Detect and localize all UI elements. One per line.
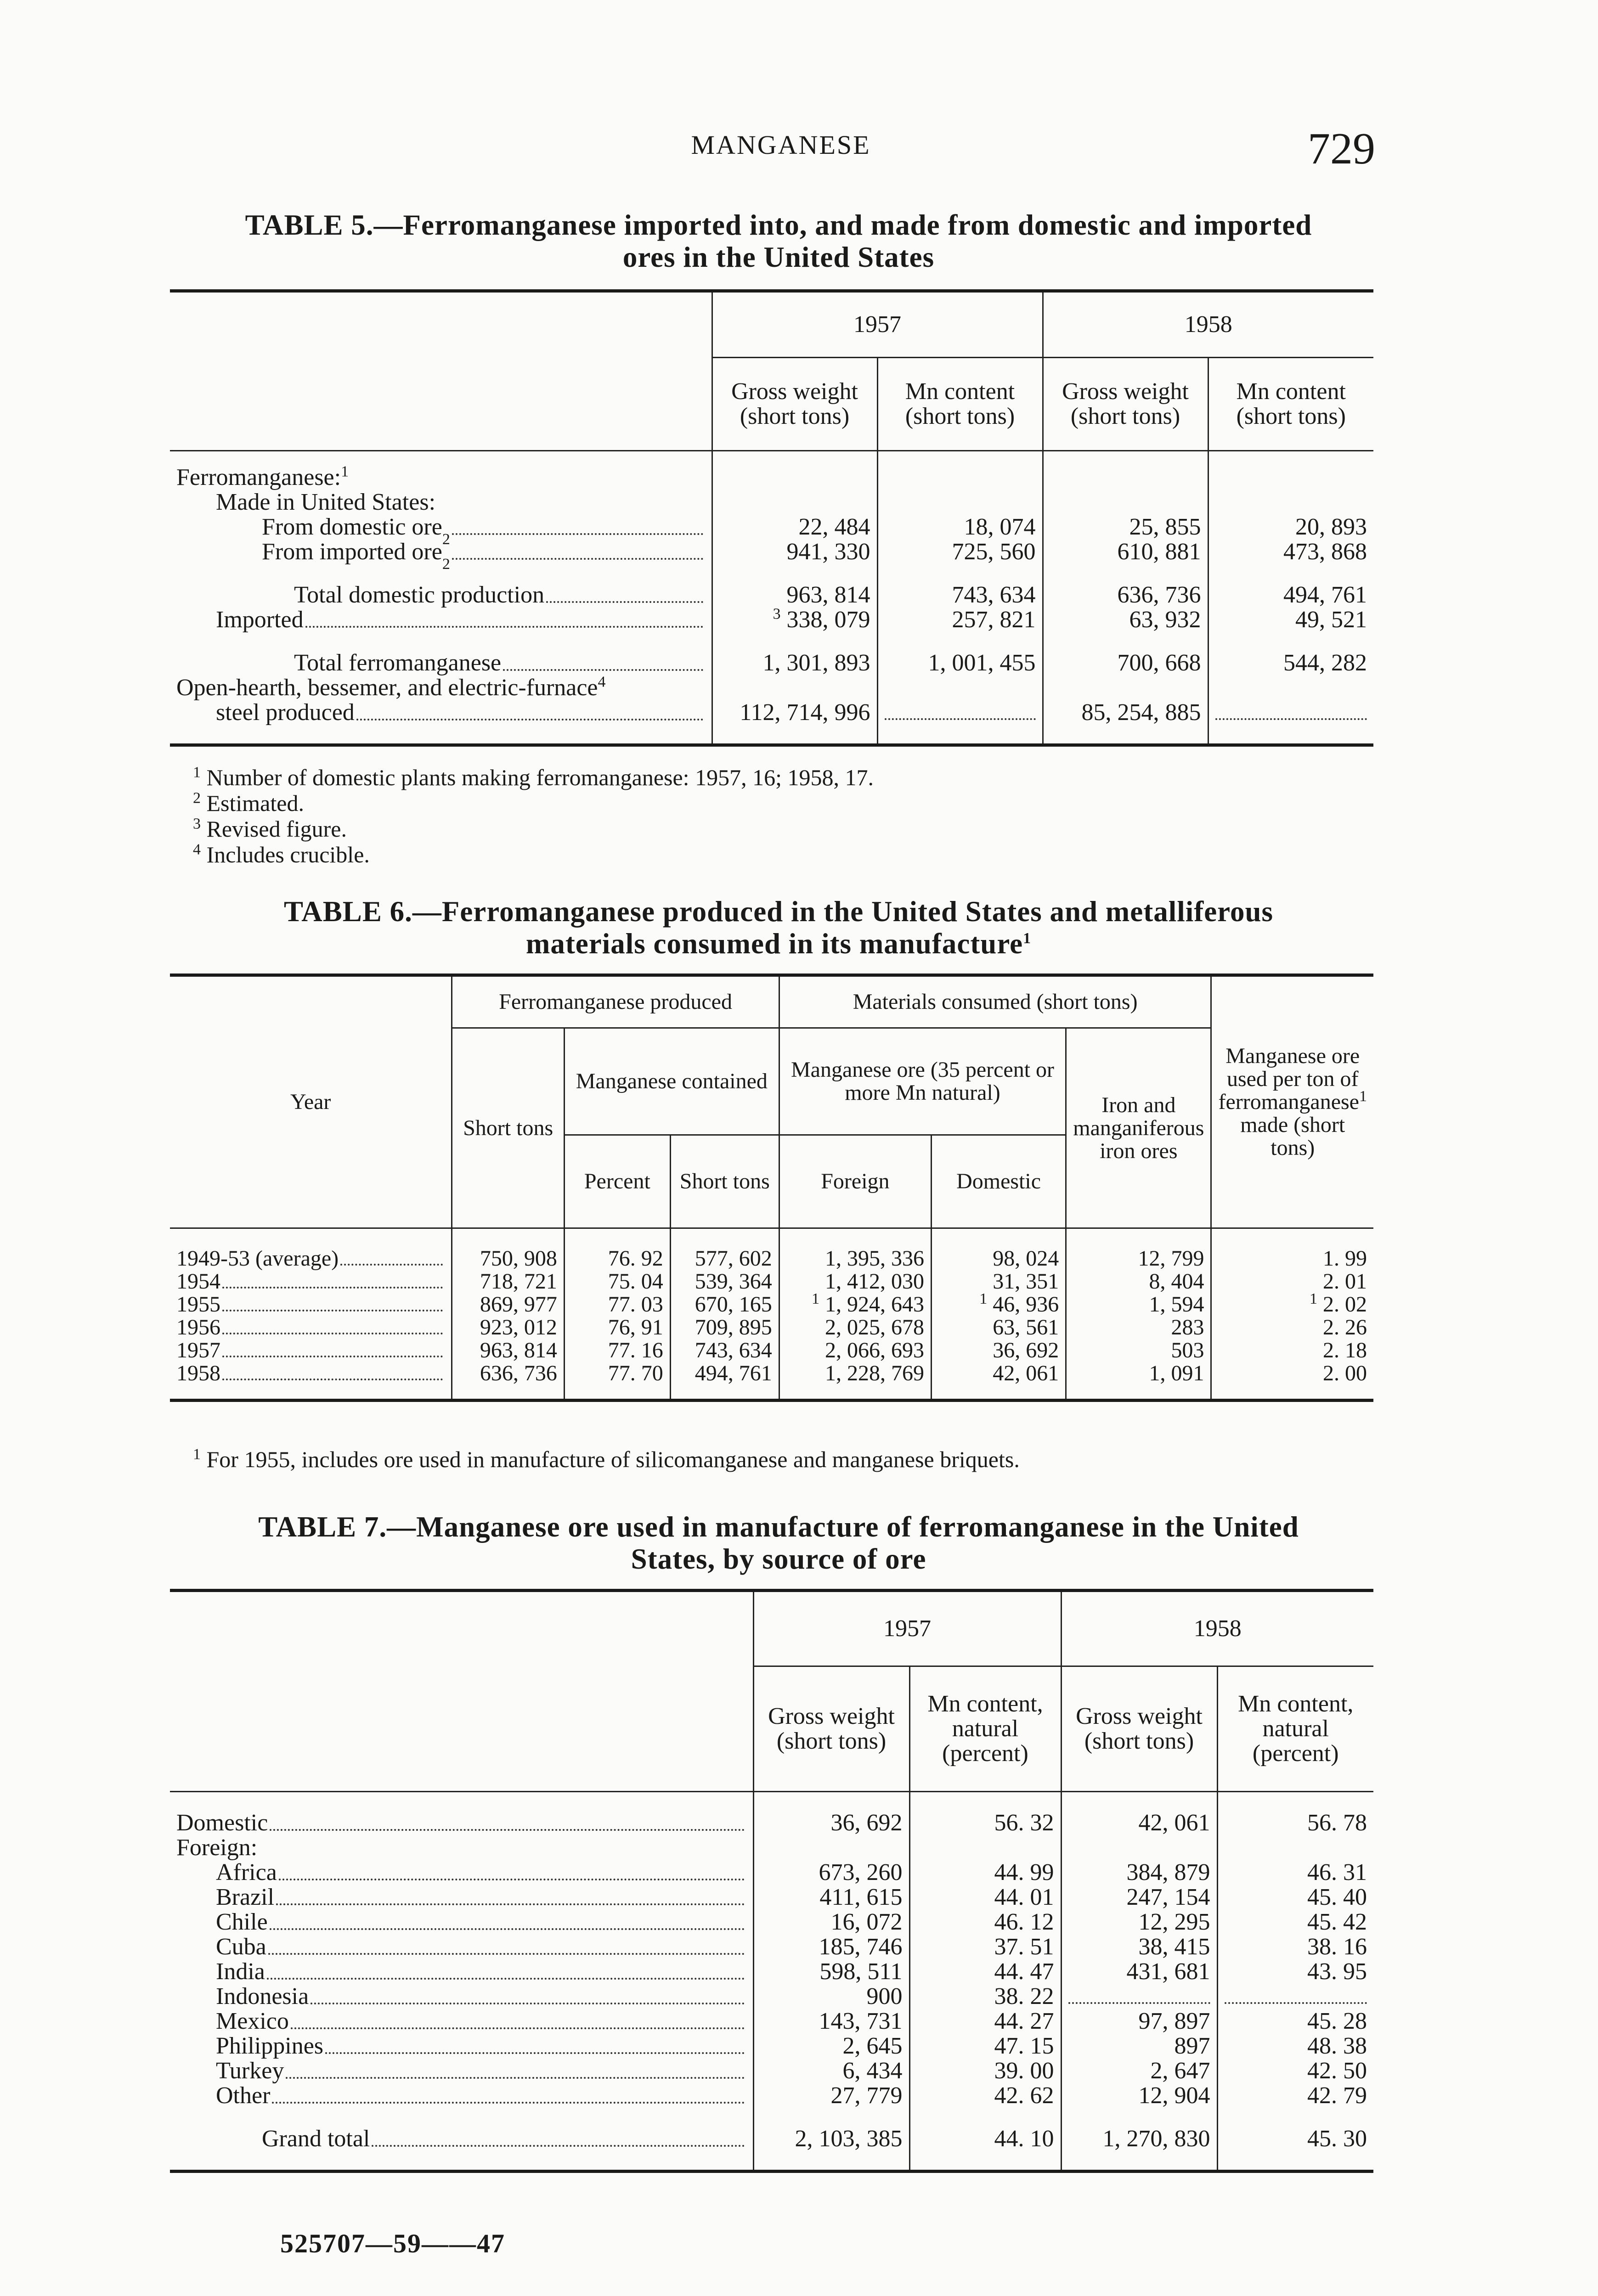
cell: 42. 62 <box>909 2083 1061 2108</box>
table6-col-short-tons-2: Short tons <box>670 1135 779 1228</box>
cell: 97, 897 <box>1061 2009 1217 2034</box>
table6-title-line2: materials consumed in its manufacture <box>525 928 1023 960</box>
cell: 20, 893 <box>1208 515 1373 540</box>
cell: 185, 746 <box>753 1935 909 1959</box>
cell: 44. 27 <box>909 2009 1061 2034</box>
table5-row: Open-hearth, bessemer, and electric-furnace$^4$ <box>170 675 1373 700</box>
cell: 6, 434 <box>753 2059 909 2083</box>
cell: 503 <box>1066 1339 1211 1362</box>
cell: 636, 736 <box>1043 564 1208 608</box>
cell: 143, 731 <box>753 2009 909 2034</box>
cell: 8, 404 <box>1066 1270 1211 1293</box>
cell: 598, 511 <box>753 1959 909 1984</box>
printer-code: 525707—59——47 <box>280 2228 505 2258</box>
table6 <box>170 974 1373 1402</box>
row-year: 1955 <box>176 1292 220 1317</box>
cell: 39. 00 <box>909 2059 1061 2083</box>
cell: 1, 001, 455 <box>877 632 1043 675</box>
cell: 636, 736 <box>452 1362 564 1401</box>
table6-col-materials: Materials consumed (short tons) <box>779 975 1211 1028</box>
row-label: Cuba <box>216 1934 266 1960</box>
row-label: Other <box>216 2082 271 2109</box>
table5-row <box>170 490 1373 515</box>
cell: 743, 634 <box>877 564 1043 608</box>
table7-row-grand-total <box>170 2108 1373 2172</box>
footnote: $^4$ Includes crucible. <box>193 841 370 867</box>
table6-col-ferro-produced: Ferromanganese produced <box>452 975 779 1028</box>
table7-row <box>170 2059 1373 2083</box>
table5-title-line1: TABLE 5.—Ferromanganese imported into, and made from domestic and imported <box>245 209 1312 241</box>
row-label: Philippines <box>216 2033 324 2059</box>
row-label: From domestic ore <box>262 514 442 540</box>
table5-col-gross-1957: Gross weight (short tons) <box>712 358 877 451</box>
cell: 577, 602 <box>670 1228 779 1271</box>
table5-year-1957: 1957 <box>712 291 1043 358</box>
table6-title: TABLE 6.—Ferromanganese produced in the United States and metalliferous materials consumed in its manufacture$^1$ <box>283 895 1274 960</box>
cell: 2. 01 <box>1211 1270 1373 1293</box>
table5-row: Ferromanganese:$^1$ <box>170 451 1373 490</box>
row-label: Total domestic production <box>294 582 545 608</box>
cell: 1, 924, 643 <box>824 1292 924 1317</box>
row-label: Imported <box>216 607 304 633</box>
cell: 718, 721 <box>452 1270 564 1293</box>
table5-col-mn-1958: Mn content (short tons) <box>1208 358 1373 451</box>
running-head <box>0 123 1598 174</box>
cell: 38, 415 <box>1061 1935 1217 1959</box>
table5-title-line2: ores in the United States <box>622 241 935 273</box>
row-year: 1954 <box>176 1269 220 1294</box>
cell: 544, 282 <box>1208 632 1373 675</box>
cell: 473, 868 <box>1208 540 1373 564</box>
table6-row: 1955 869, 977 77. 03 670, 165 $^1$ 1, 924, 643 $^1$ 46, 936 1, 594 $^1$ 2. 02 <box>170 1293 1373 1316</box>
table6-col-domestic: Domestic <box>931 1135 1066 1228</box>
table6-row <box>170 1362 1373 1401</box>
table6-col-mn-ore: Manganese ore (35 percent or more Mn natural) <box>779 1028 1066 1135</box>
cell: 1, 395, 336 <box>779 1228 931 1271</box>
table7-col-mn-1958: Mn content, natural (percent) <box>1217 1666 1373 1792</box>
table7-year-1958: 1958 <box>1061 1591 1373 1666</box>
cell: 42, 061 <box>1061 1792 1217 1836</box>
cell: 247, 154 <box>1061 1885 1217 1910</box>
running-title: MANGANESE <box>691 130 871 160</box>
table7-year-1957: 1957 <box>753 1591 1061 1666</box>
cell: 1, 412, 030 <box>779 1270 931 1293</box>
table7-row <box>170 2009 1373 2034</box>
cell: 44. 10 <box>909 2108 1061 2172</box>
table5-col-mn-1957: Mn content (short tons) <box>877 358 1043 451</box>
cell: 37. 51 <box>909 1935 1061 1959</box>
table5-row <box>170 632 1373 675</box>
row-label: Brazil <box>216 1884 275 1910</box>
table6-col-iron: Iron and manganiferous iron ores <box>1066 1028 1211 1228</box>
cell: 494, 761 <box>1208 564 1373 608</box>
table7-col-mn-1957: Mn content, natural (percent) <box>909 1666 1061 1792</box>
row-label: Mexico <box>216 2008 289 2034</box>
table7-col-gross-1958: Gross weight (short tons) <box>1061 1666 1217 1792</box>
cell: 46. 12 <box>909 1910 1061 1935</box>
cell: 45. 28 <box>1217 2009 1373 2034</box>
table7-row <box>170 2083 1373 2108</box>
cell: 2. 00 <box>1211 1362 1373 1401</box>
cell: 56. 78 <box>1217 1792 1373 1836</box>
cell: 31, 351 <box>931 1270 1066 1293</box>
cell: 77. 70 <box>564 1362 670 1401</box>
cell: 12, 799 <box>1066 1228 1211 1271</box>
table5-row: From imported ore 2 941, 330 725, 560 610, 881 473, 868 <box>170 540 1373 564</box>
cell: 42, 061 <box>931 1362 1066 1401</box>
cell: 49, 521 <box>1208 608 1373 632</box>
cell: 12, 295 <box>1061 1910 1217 1935</box>
row-year: 1958 <box>176 1361 220 1385</box>
row-label: Made in United States: <box>216 489 436 515</box>
cell: 610, 881 <box>1043 540 1208 564</box>
cell: 539, 364 <box>670 1270 779 1293</box>
cell: 2, 645 <box>753 2034 909 2059</box>
cell: 98, 024 <box>931 1228 1066 1271</box>
cell: 1. 99 <box>1211 1228 1373 1271</box>
cell: 76. 92 <box>564 1228 670 1271</box>
table7-row <box>170 2034 1373 2059</box>
cell: 43. 95 <box>1217 1959 1373 1984</box>
table5 <box>170 289 1373 747</box>
table6-row <box>170 1316 1373 1339</box>
cell: 431, 681 <box>1061 1959 1217 1984</box>
cell: 923, 012 <box>452 1316 564 1339</box>
cell: 76, 91 <box>564 1316 670 1339</box>
cell: 283 <box>1066 1316 1211 1339</box>
table5-stub-header <box>170 291 712 451</box>
cell: 2. 18 <box>1211 1339 1373 1362</box>
table7-title-line2: States, by source of ore <box>631 1543 926 1575</box>
table7-col-gross-1957: Gross weight (short tons) <box>753 1666 909 1792</box>
cell: 44. 01 <box>909 1885 1061 1910</box>
table7-row <box>170 1860 1373 1885</box>
footnote: $^3$ Revised figure. <box>193 815 347 842</box>
table5-year-1958: 1958 <box>1043 291 1373 358</box>
cell: 44. 99 <box>909 1860 1061 1885</box>
table5-row <box>170 700 1373 745</box>
table5-row: Imported $^3$ 338, 079 257, 821 63, 932 49, 521 <box>170 608 1373 632</box>
cell: 27, 779 <box>753 2083 909 2108</box>
cell: 63, 932 <box>1043 608 1208 632</box>
cell: 941, 330 <box>712 540 877 564</box>
table7-row <box>170 1792 1373 1836</box>
table7-row <box>170 1910 1373 1935</box>
row-label: Open-hearth, bessemer, and electric-furnace <box>176 675 598 701</box>
row-label: India <box>216 1958 265 1985</box>
cell: 45. 40 <box>1217 1885 1373 1910</box>
cell: 670, 165 <box>670 1293 779 1316</box>
row-label: Domestic <box>176 1810 268 1836</box>
cell: 700, 668 <box>1043 632 1208 675</box>
cell: 1, 301, 893 <box>712 632 877 675</box>
row-year: 1949-53 (average) <box>176 1246 339 1271</box>
table5-title <box>170 209 1387 273</box>
table7-row <box>170 1885 1373 1910</box>
cell: 338, 079 <box>786 607 870 633</box>
cell: 85, 254, 885 <box>1043 700 1208 745</box>
table5-col-gross-1958: Gross weight (short tons) <box>1043 358 1208 451</box>
row-label: Foreign: <box>176 1835 258 1861</box>
cell: 1, 270, 830 <box>1061 2108 1217 2172</box>
cell: 75. 04 <box>564 1270 670 1293</box>
table6-title-line1: TABLE 6.—Ferromanganese produced in the United States and metalliferous <box>283 895 1274 928</box>
cell: 869, 977 <box>452 1293 564 1316</box>
cell: 45. 42 <box>1217 1910 1373 1935</box>
cell: 36, 692 <box>931 1339 1066 1362</box>
table6-col-mn-contained: Manganese contained <box>564 1028 779 1135</box>
row-year: 1957 <box>176 1338 220 1362</box>
cell: 1, 091 <box>1066 1362 1211 1401</box>
cell: 257, 821 <box>877 608 1043 632</box>
cell: 2, 066, 693 <box>779 1339 931 1362</box>
footnote: $^2$ Estimated. <box>193 789 304 816</box>
cell: 36, 692 <box>753 1792 909 1836</box>
table6-col-percent: Percent <box>564 1135 670 1228</box>
table5-row <box>170 564 1373 608</box>
table6-row <box>170 1339 1373 1362</box>
table7-title <box>170 1511 1387 1575</box>
table6-row <box>170 1228 1373 1271</box>
row-label: Total ferromanganese <box>294 650 502 676</box>
cell: 2. 26 <box>1211 1316 1373 1339</box>
cell: 12, 904 <box>1061 2083 1217 2108</box>
cell: 42. 50 <box>1217 2059 1373 2083</box>
cell: 48. 38 <box>1217 2034 1373 2059</box>
cell: 2, 647 <box>1061 2059 1217 2083</box>
cell: 45. 30 <box>1217 2108 1373 2172</box>
table6-col-ore-per-ton: Manganese ore used per ton of ferromanganese$^1$ made (short tons) <box>1211 975 1373 1228</box>
table7-stub-header <box>170 1591 753 1792</box>
cell: 46. 31 <box>1217 1860 1373 1885</box>
page-number: 729 <box>1308 124 1375 174</box>
cell: 2. 02 <box>1323 1292 1367 1317</box>
cell: 22, 484 <box>712 515 877 540</box>
footnote: $^1$ Number of domestic plants making ferromanganese: 1957, 16; 1958, 17. <box>193 764 874 790</box>
table5-row: From domestic ore 2 22, 484 18, 074 25, 855 20, 893 <box>170 515 1373 540</box>
cell: 63, 561 <box>931 1316 1066 1339</box>
cell: 25, 855 <box>1043 515 1208 540</box>
cell: 77. 16 <box>564 1339 670 1362</box>
cell: 494, 761 <box>670 1362 779 1401</box>
cell: 2, 025, 678 <box>779 1316 931 1339</box>
cell: 725, 560 <box>877 540 1043 564</box>
table7-row <box>170 1935 1373 1959</box>
row-label: Chile <box>216 1909 268 1935</box>
cell: 673, 260 <box>753 1860 909 1885</box>
cell: 1, 594 <box>1066 1293 1211 1316</box>
cell: 77. 03 <box>564 1293 670 1316</box>
table7-title-line1: TABLE 7.—Manganese ore used in manufacture of ferromanganese in the United <box>258 1511 1299 1543</box>
cell: 42. 79 <box>1217 2083 1373 2108</box>
table6-row <box>170 1270 1373 1293</box>
row-label: From imported ore <box>262 539 442 565</box>
cell: 900 <box>753 1984 909 2009</box>
cell: 743, 634 <box>670 1339 779 1362</box>
cell: 38. 22 <box>909 1984 1061 2009</box>
cell: 2, 103, 385 <box>753 2108 909 2172</box>
row-label: Grand total <box>262 2126 370 2152</box>
cell: 411, 615 <box>753 1885 909 1910</box>
cell: 897 <box>1061 2034 1217 2059</box>
cell: 16, 072 <box>753 1910 909 1935</box>
table6-col-short-tons: Short tons <box>452 1028 564 1228</box>
cell: 750, 908 <box>452 1228 564 1271</box>
cell: 709, 895 <box>670 1316 779 1339</box>
row-year: 1956 <box>176 1315 220 1339</box>
cell: 38. 16 <box>1217 1935 1373 1959</box>
row-label: Turkey <box>216 2058 284 2084</box>
table7 <box>170 1589 1373 2173</box>
cell: 963, 814 <box>712 564 877 608</box>
cell: 46, 936 <box>993 1292 1059 1317</box>
row-label: Africa <box>216 1859 277 1885</box>
cell: 1, 228, 769 <box>779 1362 931 1401</box>
row-label: steel produced <box>216 699 355 726</box>
cell: 18, 074 <box>877 515 1043 540</box>
row-label: Indonesia <box>216 1983 309 2009</box>
cell: 112, 714, 996 <box>712 700 877 745</box>
table5-footnotes <box>193 765 874 867</box>
table7-row <box>170 1984 1373 2009</box>
table6-col-year: Year <box>170 975 452 1228</box>
table7-row <box>170 1959 1373 1984</box>
cell: 56. 32 <box>909 1792 1061 1836</box>
table7-row <box>170 1835 1373 1860</box>
cell: 47. 15 <box>909 2034 1061 2059</box>
table6-col-foreign: Foreign <box>779 1135 931 1228</box>
table6-footnote: $^1$ For 1955, includes ore used in manufacture of silicomanganese and manganese briquets. <box>193 1446 1020 1472</box>
cell: 963, 814 <box>452 1339 564 1362</box>
cell: 384, 879 <box>1061 1860 1217 1885</box>
cell: 44. 47 <box>909 1959 1061 1984</box>
row-label: Ferromanganese: <box>176 464 341 490</box>
